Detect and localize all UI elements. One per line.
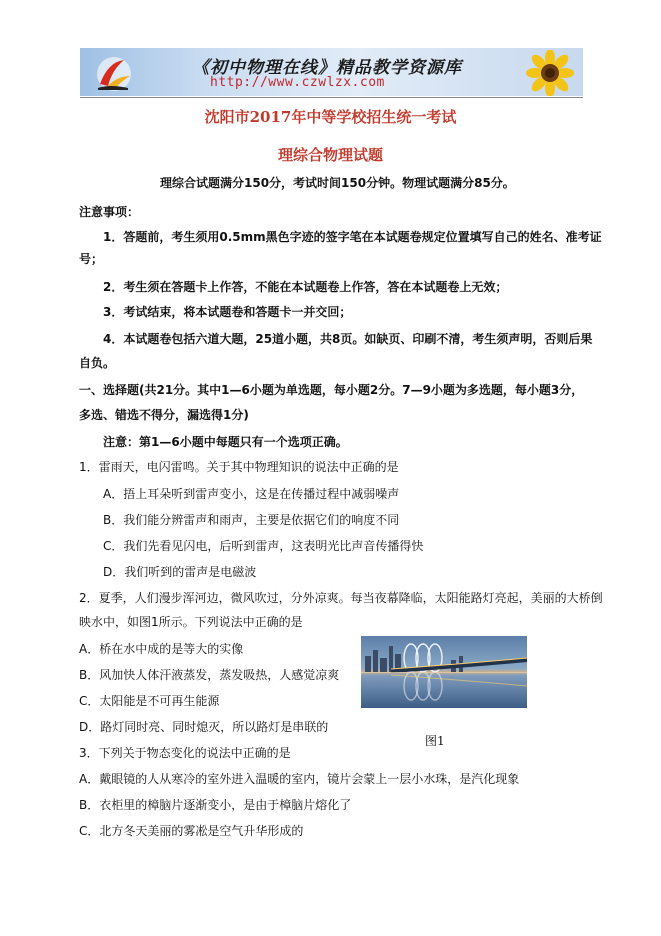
notice-heading: 注意事项： (79, 205, 140, 219)
notice-item-4-cont: 自负。 (79, 356, 116, 370)
banner-title: 《初中物理在线》精品教学资源库 (192, 58, 462, 78)
notice-item-2: 2．考生须在答题卡上作答，不能在本试题卷上作答，答在本试题卷上无效； (103, 280, 508, 294)
site-logo-icon (94, 54, 134, 92)
banner-divider (80, 97, 583, 98)
banner-url[interactable]: http://www.czwlzx.com (210, 75, 385, 90)
q2-stem-cont: 映水中，如图1所示。下列说法中正确的是 (79, 615, 303, 629)
q1-option-d: D．我们听到的雷声是电磁波 (103, 565, 257, 579)
q3-option-c: C．北方冬天美丽的雾凇是空气升华形成的 (79, 824, 304, 838)
q2-option-d: D．路灯同时亮、同时熄灭，所以路灯是串联的 (79, 720, 329, 734)
q1-option-c: C．我们先看见闪电，后听到雷声，这表明光比声音传播得快 (103, 539, 424, 553)
score-note: 理综合试题满分150分，考试时间150分钟。物理试题满分85分。 (160, 176, 515, 190)
q3-option-a: A．戴眼镜的人从寒冷的室外进入温暖的室内，镜片会蒙上一层小水珠，是汽化现象 (79, 772, 520, 786)
q3-option-b: B．衣柜里的樟脑片逐渐变小，是由于樟脑片熔化了 (79, 798, 352, 812)
notice-item-1-cont: 号； (79, 252, 104, 266)
sunflower-icon (520, 50, 580, 96)
notice-item-1: 1．答题前，考生须用0.5mm黑色字迹的签字笔在本试题卷规定位置填写自己的姓名、准考证 (103, 230, 602, 244)
q1-stem: 1．雷雨天，电闪雷鸣。关于其中物理知识的说法中正确的是 (79, 460, 399, 474)
q2-option-c: C．太阳能是不可再生能源 (79, 694, 220, 708)
section-note: 注意：第1—6小题中每题只有一个选项正确。 (103, 435, 348, 449)
q1-option-b: B．我们能分辨雷声和雨声，主要是依据它们的响度不同 (103, 513, 400, 527)
notice-item-4: 4．本试题卷包括六道大题，25道小题，共8页。如缺页、印刷不清，考生须声明，否则后果 (103, 332, 593, 346)
q2-option-a: A．桥在水中成的是等大的实像 (79, 642, 244, 656)
section-heading-cont: 多选、错选不得分，漏选得1分) (79, 408, 249, 422)
figure-caption: 图1 (425, 734, 445, 748)
q3-stem: 3．下列关于物态变化的说法中正确的是 (79, 746, 291, 760)
exam-subtitle: 理综合物理试题 (277, 146, 383, 164)
header-banner (80, 48, 583, 96)
q2-stem: 2．夏季，人们漫步浑河边，微风吹过，分外凉爽。每当夜幕降临，太阳能路灯亮起，美丽的大桥倒 (79, 591, 603, 605)
section-heading: 一、选择题(共21分。其中1—6小题为单选题，每小题2分。7—9小题为多选题，每小题3分， (79, 383, 584, 397)
notice-item-3: 3．考试结束，将本试题卷和答题卡一并交回； (103, 305, 352, 319)
q1-option-a: A．捂上耳朵听到雷声变小，这是在传播过程中减弱噪声 (103, 487, 400, 501)
q2-option-b: B．风加快人体汗液蒸发，蒸发吸热，人感觉凉爽 (79, 668, 340, 682)
bridge-photo (361, 636, 527, 708)
exam-title: 沈阳市2017年中等学校招生统一考试 (204, 108, 457, 126)
